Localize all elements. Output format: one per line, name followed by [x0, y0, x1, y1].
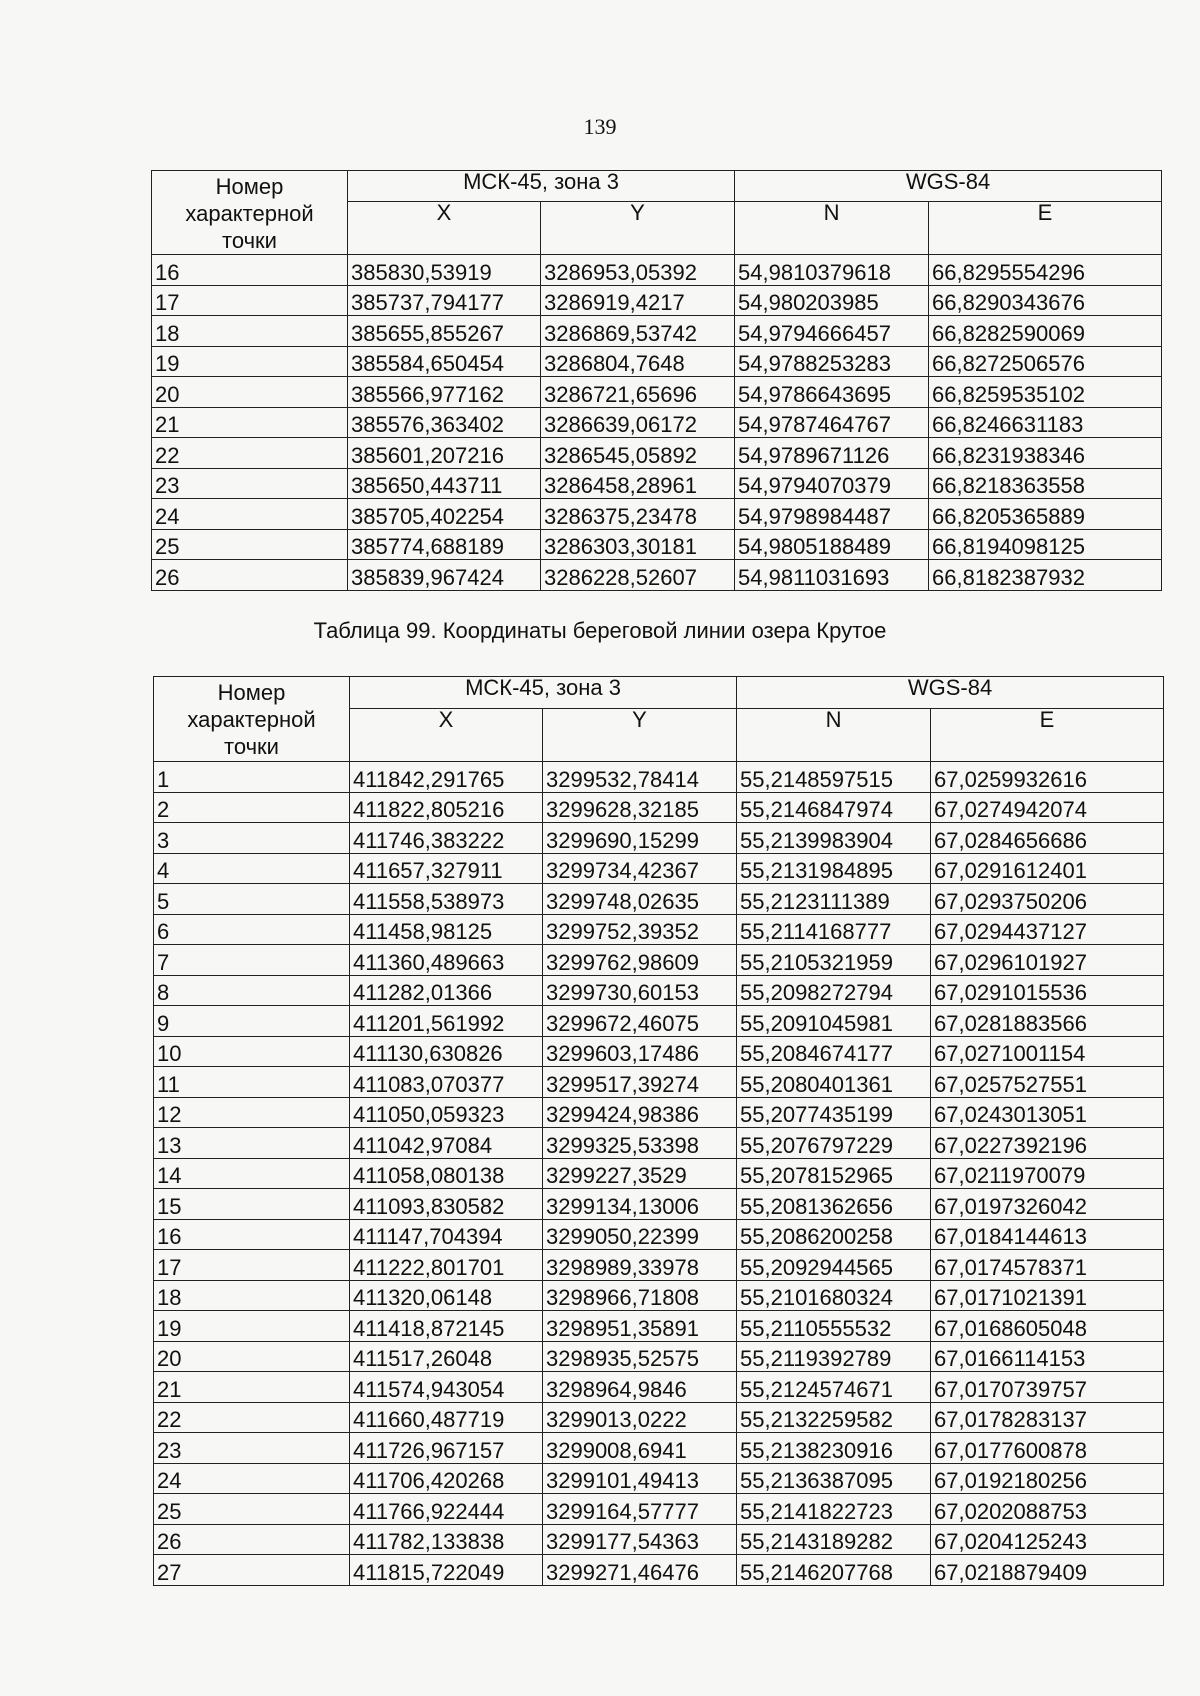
- y-cell: 3286545,05892: [541, 438, 735, 469]
- header-point-number: Номер характерной точки: [154, 677, 350, 762]
- y-cell: 3299532,78414: [543, 762, 737, 793]
- point-number-cell: 1: [154, 762, 350, 793]
- e-cell: 66,8231938346: [929, 438, 1162, 469]
- y-cell: 3286953,05392: [541, 255, 735, 286]
- n-cell: 55,2092944565: [737, 1250, 931, 1281]
- y-cell: 3286303,30181: [541, 529, 735, 560]
- n-cell: 55,2110555532: [737, 1311, 931, 1342]
- y-cell: 3299762,98609: [543, 945, 737, 976]
- point-number-cell: 21: [154, 1372, 350, 1403]
- n-cell: 55,2084674177: [737, 1036, 931, 1067]
- e-cell: 67,0171021391: [931, 1280, 1164, 1311]
- e-cell: 67,0243013051: [931, 1097, 1164, 1128]
- table-row: [154, 823, 1164, 854]
- x-cell: 411360,489663: [350, 945, 543, 976]
- point-number-cell: 20: [152, 377, 348, 408]
- header-n: N: [737, 709, 931, 762]
- n-cell: 55,2124574671: [737, 1372, 931, 1403]
- y-cell: 3299603,17486: [543, 1036, 737, 1067]
- table-row: [152, 316, 1162, 347]
- n-cell: 54,9789671126: [735, 438, 929, 469]
- table-row: [152, 468, 1162, 499]
- n-cell: 55,2098272794: [737, 975, 931, 1006]
- e-cell: 67,0274942074: [931, 792, 1164, 823]
- n-cell: 55,2119392789: [737, 1341, 931, 1372]
- x-cell: 411517,26048: [350, 1341, 543, 1372]
- e-cell: 67,0204125243: [931, 1524, 1164, 1555]
- n-cell: 55,2105321959: [737, 945, 931, 976]
- x-cell: 411657,327911: [350, 853, 543, 884]
- page-number: 139: [583, 114, 617, 139]
- x-cell: 411083,070377: [350, 1067, 543, 1098]
- point-number-cell: 9: [154, 1006, 350, 1037]
- e-cell: 67,0291015536: [931, 975, 1164, 1006]
- point-number-cell: 17: [154, 1250, 350, 1281]
- e-cell: 66,8259535102: [929, 377, 1162, 408]
- header-y: Y: [543, 709, 737, 762]
- e-cell: 67,0168605048: [931, 1311, 1164, 1342]
- x-cell: 411842,291765: [350, 762, 543, 793]
- x-cell: 411782,133838: [350, 1524, 543, 1555]
- point-number-cell: 15: [154, 1189, 350, 1220]
- header-y: Y: [541, 202, 735, 255]
- header-wgs84: WGS-84: [735, 171, 1162, 202]
- point-number-cell: 16: [154, 1219, 350, 1250]
- n-cell: 55,2132259582: [737, 1402, 931, 1433]
- e-cell: 67,0177600878: [931, 1433, 1164, 1464]
- header-n: N: [735, 202, 929, 255]
- table-row: [154, 1250, 1164, 1281]
- point-number-cell: 22: [154, 1402, 350, 1433]
- coordinates-table-2: [153, 676, 1164, 1586]
- y-cell: 3299050,22399: [543, 1219, 737, 1250]
- coordinates-table-1: [151, 170, 1162, 591]
- point-number-cell: 19: [152, 346, 348, 377]
- point-number-cell: 23: [152, 468, 348, 499]
- table-row: [154, 1189, 1164, 1220]
- y-cell: 3298989,33978: [543, 1250, 737, 1281]
- point-number-cell: 27: [154, 1555, 350, 1586]
- table-row: [154, 1006, 1164, 1037]
- table-row: [154, 914, 1164, 945]
- point-number-cell: 14: [154, 1158, 350, 1189]
- e-cell: 66,8282590069: [929, 316, 1162, 347]
- y-cell: 3286919,4217: [541, 285, 735, 316]
- table-row: [152, 438, 1162, 469]
- point-number-cell: 11: [154, 1067, 350, 1098]
- x-cell: 411418,872145: [350, 1311, 543, 1342]
- x-cell: 411458,98125: [350, 914, 543, 945]
- n-cell: 55,2141822723: [737, 1494, 931, 1525]
- table-row: [152, 407, 1162, 438]
- e-cell: 67,0211970079: [931, 1158, 1164, 1189]
- point-number-cell: 13: [154, 1128, 350, 1159]
- header-wgs84: WGS-84: [737, 677, 1164, 709]
- n-cell: 54,9788253283: [735, 346, 929, 377]
- x-cell: 411320,06148: [350, 1280, 543, 1311]
- n-cell: 54,9794666457: [735, 316, 929, 347]
- header-point-number: Номер характерной точки: [152, 171, 348, 255]
- table-row: [154, 1494, 1164, 1525]
- y-cell: 3298966,71808: [543, 1280, 737, 1311]
- table-row: [154, 1311, 1164, 1342]
- x-cell: 411558,538973: [350, 884, 543, 915]
- table-1-body: [152, 255, 1162, 591]
- y-cell: 3298935,52575: [543, 1341, 737, 1372]
- y-cell: 3286228,52607: [541, 560, 735, 591]
- table-row: [154, 945, 1164, 976]
- x-cell: 411822,805216: [350, 792, 543, 823]
- point-number-cell: 20: [154, 1341, 350, 1372]
- table-2-body: [154, 762, 1164, 1586]
- e-cell: 67,0170739757: [931, 1372, 1164, 1403]
- table-row: [154, 1280, 1164, 1311]
- x-cell: 411726,967157: [350, 1433, 543, 1464]
- y-cell: 3299101,49413: [543, 1463, 737, 1494]
- n-cell: 54,9810379618: [735, 255, 929, 286]
- point-number-cell: 17: [152, 285, 348, 316]
- e-cell: 67,0284656686: [931, 823, 1164, 854]
- y-cell: 3299752,39352: [543, 914, 737, 945]
- y-cell: 3286458,28961: [541, 468, 735, 499]
- e-cell: 67,0281883566: [931, 1006, 1164, 1037]
- x-cell: 411058,080138: [350, 1158, 543, 1189]
- point-number-cell: 16: [152, 255, 348, 286]
- x-cell: 411815,722049: [350, 1555, 543, 1586]
- e-cell: 67,0192180256: [931, 1463, 1164, 1494]
- e-cell: 66,8218363558: [929, 468, 1162, 499]
- e-cell: 67,0259932616: [931, 762, 1164, 793]
- point-number-cell: 2: [154, 792, 350, 823]
- n-cell: 55,2101680324: [737, 1280, 931, 1311]
- y-cell: 3286375,23478: [541, 499, 735, 530]
- n-cell: 55,2091045981: [737, 1006, 931, 1037]
- table-row: [154, 1036, 1164, 1067]
- e-cell: 67,0174578371: [931, 1250, 1164, 1281]
- point-number-cell: 22: [152, 438, 348, 469]
- point-number-cell: 24: [154, 1463, 350, 1494]
- x-cell: 411050,059323: [350, 1097, 543, 1128]
- y-cell: 3299517,39274: [543, 1067, 737, 1098]
- e-cell: 67,0293750206: [931, 884, 1164, 915]
- y-cell: 3299628,32185: [543, 792, 737, 823]
- y-cell: 3299672,46075: [543, 1006, 737, 1037]
- n-cell: 55,2080401361: [737, 1067, 931, 1098]
- point-number-cell: 25: [154, 1494, 350, 1525]
- e-cell: 67,0184144613: [931, 1219, 1164, 1250]
- y-cell: 3299134,13006: [543, 1189, 737, 1220]
- n-cell: 54,9786643695: [735, 377, 929, 408]
- y-cell: 3286804,7648: [541, 346, 735, 377]
- y-cell: 3299008,6941: [543, 1433, 737, 1464]
- point-number-cell: 23: [154, 1433, 350, 1464]
- point-number-cell: 4: [154, 853, 350, 884]
- point-number-cell: 18: [154, 1280, 350, 1311]
- e-cell: 66,8295554296: [929, 255, 1162, 286]
- e-cell: 67,0218879409: [931, 1555, 1164, 1586]
- y-cell: 3299013,0222: [543, 1402, 737, 1433]
- y-cell: 3298951,35891: [543, 1311, 737, 1342]
- point-number-cell: 7: [154, 945, 350, 976]
- table-row: [152, 346, 1162, 377]
- point-number-cell: 18: [152, 316, 348, 347]
- x-cell: 385566,977162: [348, 377, 541, 408]
- y-cell: 3299177,54363: [543, 1524, 737, 1555]
- point-number-cell: 5: [154, 884, 350, 915]
- e-cell: 66,8290343676: [929, 285, 1162, 316]
- e-cell: 67,0197326042: [931, 1189, 1164, 1220]
- x-cell: 411282,01366: [350, 975, 543, 1006]
- point-number-cell: 26: [154, 1524, 350, 1555]
- n-cell: 55,2081362656: [737, 1189, 931, 1220]
- e-cell: 66,8205365889: [929, 499, 1162, 530]
- point-number-cell: 26: [152, 560, 348, 591]
- x-cell: 411660,487719: [350, 1402, 543, 1433]
- y-cell: 3299227,3529: [543, 1158, 737, 1189]
- table-row: [154, 762, 1164, 793]
- x-cell: 385737,794177: [348, 285, 541, 316]
- n-cell: 55,2076797229: [737, 1128, 931, 1159]
- y-cell: 3299271,46476: [543, 1555, 737, 1586]
- table-row: [154, 975, 1164, 1006]
- x-cell: 385655,855267: [348, 316, 541, 347]
- y-cell: 3298964,9846: [543, 1372, 737, 1403]
- y-cell: 3299730,60153: [543, 975, 737, 1006]
- n-cell: 55,2139983904: [737, 823, 931, 854]
- x-cell: 411147,704394: [350, 1219, 543, 1250]
- y-cell: 3286721,65696: [541, 377, 735, 408]
- e-cell: 67,0296101927: [931, 945, 1164, 976]
- n-cell: 55,2148597515: [737, 762, 931, 793]
- table-row: [154, 1067, 1164, 1098]
- n-cell: 54,9811031693: [735, 560, 929, 591]
- n-cell: 54,9798984487: [735, 499, 929, 530]
- table-row: [154, 1341, 1164, 1372]
- e-cell: 66,8246631183: [929, 407, 1162, 438]
- n-cell: 54,9787464767: [735, 407, 929, 438]
- n-cell: 54,9794070379: [735, 468, 929, 499]
- table-row: [152, 285, 1162, 316]
- header-msk45-zone3: МСК-45, зона 3: [348, 171, 735, 202]
- table-row: [154, 1219, 1164, 1250]
- x-cell: 385584,650454: [348, 346, 541, 377]
- n-cell: 55,2086200258: [737, 1219, 931, 1250]
- x-cell: 385650,443711: [348, 468, 541, 499]
- point-number-cell: 12: [154, 1097, 350, 1128]
- n-cell: 55,2146847974: [737, 792, 931, 823]
- n-cell: 55,2123111389: [737, 884, 931, 915]
- n-cell: 55,2114168777: [737, 914, 931, 945]
- point-number-cell: 8: [154, 975, 350, 1006]
- n-cell: 54,9805188489: [735, 529, 929, 560]
- e-cell: 66,8272506576: [929, 346, 1162, 377]
- table-row: [154, 1463, 1164, 1494]
- x-cell: 411706,420268: [350, 1463, 543, 1494]
- x-cell: 411201,561992: [350, 1006, 543, 1037]
- y-cell: 3299690,15299: [543, 823, 737, 854]
- x-cell: 411222,801701: [350, 1250, 543, 1281]
- table-row: [154, 1555, 1164, 1586]
- x-cell: 385576,363402: [348, 407, 541, 438]
- table-row: [154, 1433, 1164, 1464]
- x-cell: 411130,630826: [350, 1036, 543, 1067]
- y-cell: 3299325,53398: [543, 1128, 737, 1159]
- x-cell: 411042,97084: [350, 1128, 543, 1159]
- table-row: [152, 560, 1162, 591]
- header-x: X: [348, 202, 541, 255]
- x-cell: 411574,943054: [350, 1372, 543, 1403]
- y-cell: 3286639,06172: [541, 407, 735, 438]
- e-cell: 67,0294437127: [931, 914, 1164, 945]
- point-number-cell: 21: [152, 407, 348, 438]
- y-cell: 3299164,57777: [543, 1494, 737, 1525]
- table-row: [154, 853, 1164, 884]
- table-caption: Таблица 99. Координаты береговой линии озера Крутое: [313, 618, 887, 643]
- x-cell: 385839,967424: [348, 560, 541, 591]
- e-cell: 66,8182387932: [929, 560, 1162, 591]
- n-cell: 55,2146207768: [737, 1555, 931, 1586]
- n-cell: 55,2138230916: [737, 1433, 931, 1464]
- table-row: [152, 377, 1162, 408]
- n-cell: 54,980203985: [735, 285, 929, 316]
- e-cell: 66,8194098125: [929, 529, 1162, 560]
- e-cell: 67,0202088753: [931, 1494, 1164, 1525]
- x-cell: 411746,383222: [350, 823, 543, 854]
- e-cell: 67,0271001154: [931, 1036, 1164, 1067]
- y-cell: 3299424,98386: [543, 1097, 737, 1128]
- table-row: [154, 792, 1164, 823]
- e-cell: 67,0257527551: [931, 1067, 1164, 1098]
- table-row: [152, 529, 1162, 560]
- x-cell: 385601,207216: [348, 438, 541, 469]
- header-e: E: [929, 202, 1162, 255]
- n-cell: 55,2136387095: [737, 1463, 931, 1494]
- table-row: [154, 1402, 1164, 1433]
- point-number-cell: 3: [154, 823, 350, 854]
- x-cell: 411093,830582: [350, 1189, 543, 1220]
- e-cell: 67,0166114153: [931, 1341, 1164, 1372]
- header-msk45-zone3: МСК-45, зона 3: [350, 677, 737, 709]
- header-e: E: [931, 709, 1164, 762]
- x-cell: 385774,688189: [348, 529, 541, 560]
- e-cell: 67,0178283137: [931, 1402, 1164, 1433]
- point-number-cell: 6: [154, 914, 350, 945]
- point-number-cell: 19: [154, 1311, 350, 1342]
- y-cell: 3299748,02635: [543, 884, 737, 915]
- x-cell: 411766,922444: [350, 1494, 543, 1525]
- y-cell: 3286869,53742: [541, 316, 735, 347]
- table-row: [154, 1097, 1164, 1128]
- n-cell: 55,2078152965: [737, 1158, 931, 1189]
- table-row: [154, 884, 1164, 915]
- point-number-cell: 24: [152, 499, 348, 530]
- e-cell: 67,0227392196: [931, 1128, 1164, 1159]
- y-cell: 3299734,42367: [543, 853, 737, 884]
- e-cell: 67,0291612401: [931, 853, 1164, 884]
- table-row: [154, 1158, 1164, 1189]
- n-cell: 55,2131984895: [737, 853, 931, 884]
- table-row: [154, 1128, 1164, 1159]
- x-cell: 385705,402254: [348, 499, 541, 530]
- x-cell: 385830,53919: [348, 255, 541, 286]
- header-x: X: [350, 709, 543, 762]
- table-row: [154, 1372, 1164, 1403]
- n-cell: 55,2077435199: [737, 1097, 931, 1128]
- table-row: [154, 1524, 1164, 1555]
- point-number-cell: 10: [154, 1036, 350, 1067]
- point-number-cell: 25: [152, 529, 348, 560]
- table-row: [152, 499, 1162, 530]
- n-cell: 55,2143189282: [737, 1524, 931, 1555]
- table-row: [152, 255, 1162, 286]
